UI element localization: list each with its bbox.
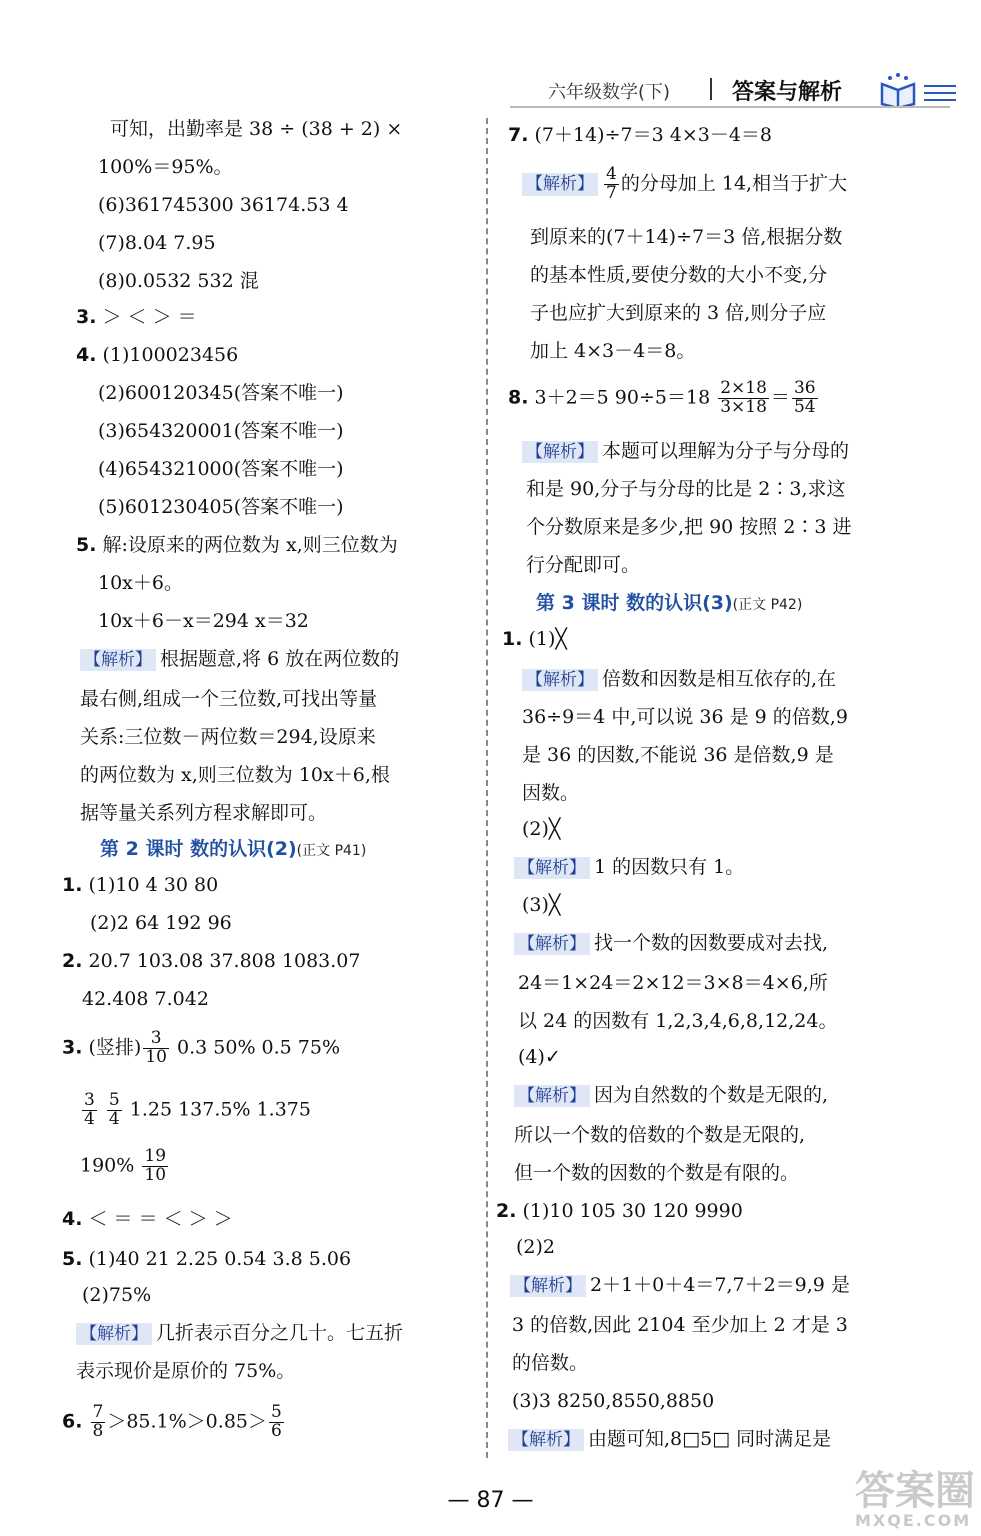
header-underline [510, 106, 950, 108]
explanation-line [510, 1274, 850, 1297]
text-line: 据等量关系列方程求解即可。 [80, 802, 328, 824]
answer-text: 0.3 50% 0.5 75% [177, 1036, 341, 1059]
watermark-logo: 答案圈 MXQE.COM [855, 1468, 975, 1530]
explanation-line [76, 1322, 403, 1345]
fraction: $\frac{3}{10}$ [145, 1028, 167, 1067]
text-line: 表示现价是原价的 75%。 [76, 1360, 296, 1382]
header-grade: 六年级数学(下) [548, 82, 671, 103]
text-line: (3)654320001(答案不唯一) [98, 420, 344, 442]
answer-text: (1)40 21 2.25 0.54 3.8 5.06 [88, 1248, 352, 1270]
text-line: (5)601230405(答案不唯一) [98, 496, 344, 518]
question-number: 1. [502, 628, 523, 650]
page-number: — 87 — [447, 1488, 534, 1513]
answer-1 [62, 874, 218, 897]
explanation-text: 本题可以理解为分子与分母的 [602, 440, 850, 462]
text-line: (3)3 8250,8550,8850 [512, 1390, 715, 1412]
jiexi-tag: 【解析】 [514, 857, 590, 879]
jiexi-tag: 【解析】 [76, 1323, 152, 1345]
explanation-text: 根据题意,将 6 放在两位数的 [160, 648, 400, 670]
jiexi-tag: 【解析】 [510, 1275, 586, 1297]
fraction: $\frac{36}{54}$ [793, 378, 816, 417]
column-divider [486, 118, 488, 1458]
answer-7 [508, 124, 772, 147]
fraction: $\frac{4}{7}$ [606, 164, 617, 203]
text-line: 但一个数的因数的个数是有限的。 [514, 1162, 800, 1184]
answer-text: 20.7 103.08 37.808 1083.07 [88, 950, 361, 972]
explanation-line [80, 648, 399, 671]
fraction: $\frac{5}{6}$ [271, 1402, 282, 1441]
explanation-text: 2＋1＋0＋4＝7,7＋2＝9,9 是 [590, 1274, 850, 1296]
text-line: 子也应扩大到原来的 3 倍,则分子应 [530, 302, 827, 324]
text-line: 所以一个数的倍数的个数是无限的, [514, 1124, 806, 1146]
header-section: 答案与解析 [732, 80, 843, 105]
explanation-line [508, 1428, 831, 1451]
lesson-title: 第 2 课时 数的认识(2) [100, 838, 297, 860]
answer-3-row2 [80, 1092, 311, 1129]
lesson-page-ref: (正文 P42) [732, 597, 803, 613]
text-line: 个分数原来是多少,把 90 按照 2∶3 进 [526, 516, 852, 538]
question-number: 2. [496, 1200, 517, 1222]
lesson-3-heading [536, 592, 802, 615]
text-line: 因数。 [522, 782, 580, 804]
text-line: 的基本性质,要使分数的大小不变,分 [530, 264, 828, 286]
answer-1-lesson3 [502, 628, 567, 651]
text-line: (4)654321000(答案不唯一) [98, 458, 344, 480]
answer-text: (1)100023456 [102, 344, 239, 366]
text-line: 100%＝95%。 [98, 156, 233, 178]
lesson-page-ref: (正文 P41) [296, 843, 367, 859]
answer-6 [62, 1404, 286, 1441]
answer-text: 1.25 137.5% 1.375 [129, 1098, 311, 1121]
answer-text: 190% [80, 1154, 135, 1177]
explanation-text: 因为自然数的个数是无限的, [594, 1084, 829, 1106]
answer-3-row3 [80, 1148, 170, 1185]
text-line: 加上 4×3－4＝8。 [530, 340, 696, 362]
question-number: 8. [508, 386, 529, 409]
answer-text: (1)10 4 30 80 [88, 874, 219, 896]
question-number: 5. [62, 1248, 83, 1270]
answer-text: (1)10 105 30 120 9990 [522, 1200, 743, 1222]
question-number: 3. [62, 1036, 83, 1059]
text-line: 可知，出勤率是 38 ÷ (38 + 2) × [110, 118, 403, 140]
text-line: 42.408 7.042 [82, 988, 209, 1010]
text-line: 关系:三位数－两位数＝294,设原来 [80, 726, 376, 748]
answer-2 [62, 950, 360, 973]
question-number: 5. [76, 534, 97, 556]
text-line: 是 36 的因数,不能说 36 是倍数,9 是 [522, 744, 834, 766]
text-line: 10x＋6－x＝294 x＝32 [98, 610, 309, 632]
question-number: 7. [508, 124, 529, 146]
text-line: (2)75% [82, 1284, 152, 1306]
explanation-line [514, 856, 744, 879]
jiexi-tag: 【解析】 [514, 1085, 590, 1107]
question-number: 6. [62, 1410, 83, 1433]
jiexi-tag: 【解析】 [514, 933, 590, 955]
answer-4 [76, 344, 238, 367]
explanation-line [514, 932, 828, 955]
answer-text: (1)╳ [528, 628, 567, 650]
answer-text: 3＋2＝5 90÷5＝18 [534, 386, 711, 409]
header-divider [710, 78, 712, 100]
explanation-text: 倍数和因数是相互依存的,在 [602, 668, 837, 690]
answer-text: ＞85.1%＞0.85＞ [107, 1410, 267, 1433]
lesson-2-heading [100, 838, 366, 861]
fraction: $\frac{7}{8}$ [92, 1402, 104, 1441]
explanation-line [514, 1084, 828, 1107]
answer-text: (7＋14)÷7＝3 4×3－4＝8 [534, 124, 773, 146]
question-number: 4. [62, 1208, 83, 1230]
jiexi-tag: 【解析】 [522, 173, 598, 195]
text-line: (4)✓ [518, 1046, 561, 1068]
equals-sign: ＝ [770, 386, 790, 409]
answer-4-lesson2 [62, 1208, 233, 1231]
text-line: (2)╳ [522, 818, 561, 840]
page-header [500, 72, 960, 112]
explanation-text: 的分母加上 14,相当于扩大 [620, 172, 848, 195]
explanation-text: 由题可知,8□5□ 同时满足是 [588, 1428, 832, 1450]
text-line: (2)600120345(答案不唯一) [98, 382, 344, 404]
jiexi-tag: 【解析】 [508, 1429, 584, 1451]
jiexi-tag: 【解析】 [80, 649, 156, 671]
answer-text: ＜ ＝ ＝ ＜ ＞ ＞ [88, 1208, 233, 1230]
text-line: 到原来的(7＋14)÷7＝3 倍,根据分数 [530, 226, 843, 248]
explanation-line [522, 668, 836, 691]
jiexi-tag: 【解析】 [522, 669, 598, 691]
text-line: 以 24 的因数有 1,2,3,4,6,8,12,24。 [518, 1010, 838, 1032]
text-line: (6)361745300 36174.53 4 [98, 194, 349, 216]
answer-text: 解:设原来的两位数为 x,则三位数为 [102, 534, 398, 556]
explanation-text: 找一个数的因数要成对去找, [594, 932, 829, 954]
answer-5 [76, 534, 398, 557]
answer-5-lesson2 [62, 1248, 351, 1271]
answer-text: ＞ ＜ ＞ ＝ [102, 306, 197, 328]
text-line: 36÷9＝4 中,可以说 36 是 9 的倍数,9 [522, 706, 848, 728]
text-line: 的倍数。 [512, 1352, 589, 1374]
text-line: 24＝1×24＝2×12＝3×8＝4×6,所 [518, 972, 828, 994]
answer-2-lesson3 [496, 1200, 743, 1223]
text-line: 行分配即可。 [526, 554, 641, 576]
question-number: 2. [62, 950, 83, 972]
answer-3-row1 [62, 1030, 340, 1067]
explanation-text: 几折表示百分之几十。七五折 [156, 1322, 404, 1344]
fraction: $\frac{5}{4}$ [108, 1090, 120, 1129]
question-number: 4. [76, 344, 97, 366]
answer-text: (竖排) [88, 1036, 142, 1059]
jiexi-tag: 【解析】 [522, 441, 598, 463]
fraction: $\frac{2\times 18}{3\times 18}$ [720, 378, 767, 417]
question-number: 3. [76, 306, 97, 328]
answer-8 [508, 380, 820, 417]
text-line: 最右侧,组成一个三位数,可找出等量 [80, 688, 378, 710]
fraction: $\frac{3}{4}$ [84, 1090, 95, 1129]
text-line: (2)2 64 192 96 [90, 912, 232, 934]
text-line: 10x＋6。 [98, 572, 183, 594]
text-line: 和是 90,分子与分母的比是 2∶3,求这 [526, 478, 846, 500]
text-line: (2)2 [516, 1236, 556, 1258]
text-line: 3 的倍数,因此 2104 至少加上 2 才是 3 [512, 1314, 848, 1336]
text-line: (3)╳ [522, 894, 561, 916]
text-line: (7)8.04 7.95 [98, 232, 216, 254]
fraction: $\frac{19}{10}$ [144, 1146, 167, 1185]
answer-3 [76, 306, 197, 329]
text-line: (8)0.0532 532 混 [98, 270, 259, 292]
explanation-line [522, 166, 847, 203]
explanation-line [522, 440, 849, 463]
explanation-text: 1 的因数只有 1。 [594, 856, 745, 878]
question-number: 1. [62, 874, 83, 896]
lesson-title: 第 3 课时 数的认识(3) [536, 592, 733, 614]
text-line: 的两位数为 x,则三位数为 10x＋6,根 [80, 764, 390, 786]
